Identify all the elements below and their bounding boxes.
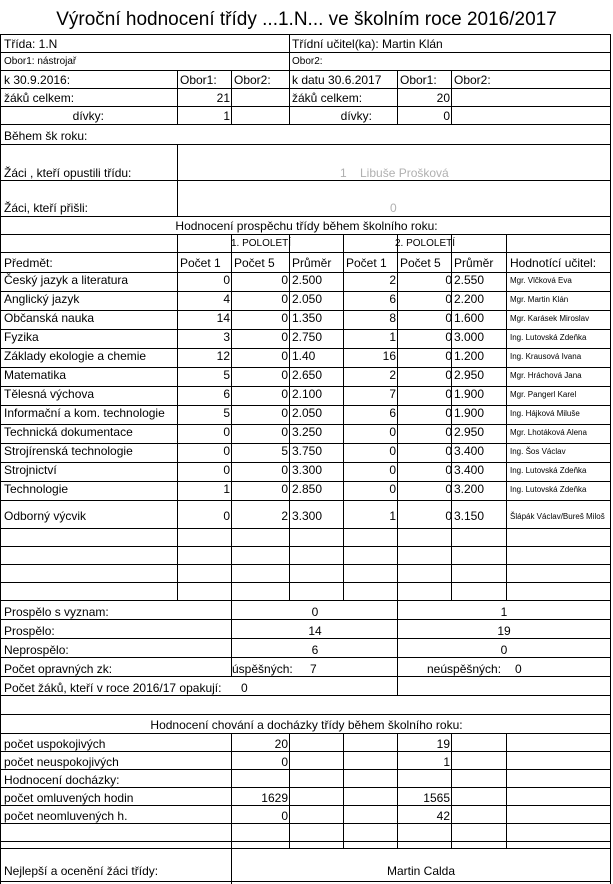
count5-semester2: 0 [445, 368, 452, 382]
average-semester2: 1.600 [454, 311, 485, 325]
count5-semester1: 0 [281, 482, 288, 496]
grid-line [0, 582, 610, 583]
count1-semester1: 0 [223, 425, 230, 439]
count5-semester2: 0 [445, 509, 452, 523]
students-total-label-right: žáků celkem: [292, 91, 363, 105]
count1-semester1: 3 [223, 330, 230, 344]
retake-exams-label: Počet opravných zk: [4, 662, 113, 676]
subject-name: Technologie [4, 482, 69, 496]
evaluating-teacher: Mgr. Pangerl Karel [510, 390, 577, 399]
grid-line [0, 70, 610, 71]
grid-line [343, 234, 344, 600]
grid-line [0, 424, 610, 425]
grid-line [0, 106, 610, 107]
col-count5-b: Počet 5 [400, 256, 441, 270]
average-semester1: 2.650 [292, 368, 323, 382]
grid-line [343, 733, 344, 848]
count5-semester1: 0 [281, 349, 288, 363]
count1-semester1: 12 [216, 349, 230, 363]
behavior-semester2: 1 [443, 755, 450, 769]
count5-semester2: 0 [445, 311, 452, 325]
obor2-label-right: Obor2: [454, 73, 491, 87]
students-total-label-left: žáků celkem: [4, 91, 75, 105]
behavior-semester2: 19 [436, 737, 450, 751]
grid-line [506, 234, 507, 600]
grid-line [0, 841, 610, 842]
grid-line [0, 144, 610, 145]
evaluating-teacher: Ing. Lutovská Zdeňka [510, 466, 587, 475]
behavior-semester1: 0 [281, 809, 288, 823]
grid-line [0, 751, 610, 752]
grades-section-title: Hodnocení prospěchu třídy během školního roku: [175, 219, 438, 233]
obor1-label-right: Obor1: [400, 73, 437, 87]
grid-line [0, 481, 610, 482]
grid-line [177, 144, 178, 216]
grid-line [0, 546, 610, 547]
grid-line [0, 787, 610, 788]
evaluating-teacher: Mgr. Karásek Miroslav [510, 314, 590, 323]
count1-semester1: 5 [223, 406, 230, 420]
behavior-label: počet uspokojivých [4, 737, 106, 751]
count1-semester1: 0 [223, 444, 230, 458]
girls-label-right: dívky: [340, 109, 372, 123]
grid-line [610, 34, 611, 884]
evaluating-teacher: Ing. Krausová Ivana [510, 352, 582, 361]
average-semester1: 2.750 [292, 330, 323, 344]
subject-name: Informační a kom. technologie [4, 406, 165, 420]
best-students-label: Nejlepší a ocenění žáci třídy: [4, 864, 159, 878]
obor1-left: Obor1: nástrojař [4, 56, 77, 67]
col-count1-a: Počet 1 [180, 256, 221, 270]
subject-name: Strojírenská technologie [4, 444, 133, 458]
grid-line [0, 34, 1, 884]
failed-1: 6 [311, 643, 319, 657]
evaluating-teacher: Ing. Lutovská Zdeňka [510, 485, 587, 494]
average-semester1: 2.050 [292, 292, 323, 306]
count5-semester1: 0 [281, 406, 288, 420]
count1-semester1: 5 [223, 368, 230, 382]
grid-line [231, 600, 232, 676]
grid-line [289, 34, 290, 124]
grid-line [0, 500, 610, 501]
girls-right: 0 [443, 109, 450, 123]
grid-line [0, 528, 610, 529]
grid-line [0, 329, 610, 330]
grid-line [0, 769, 610, 770]
evaluating-teacher: Šlápák Václav/Bureš Miloš [510, 512, 605, 521]
count1-semester1: 1 [223, 482, 230, 496]
during-label: Během šk roku: [4, 129, 88, 143]
count1-semester2: 0 [389, 463, 396, 477]
grid-line [0, 848, 610, 849]
average-semester1: 1.350 [292, 311, 323, 325]
count5-semester2: 0 [445, 482, 452, 496]
grid-line [451, 234, 452, 600]
count1-semester2: 6 [389, 406, 396, 420]
failed-label: Neprospělo: [4, 643, 69, 657]
average-semester1: 3.750 [292, 444, 323, 458]
subject-name: Technická dokumentace [4, 425, 133, 439]
behavior-semester1: 0 [281, 755, 288, 769]
grid-line [451, 733, 452, 848]
count1-semester2: 0 [389, 482, 396, 496]
count5-semester2: 0 [445, 349, 452, 363]
average-semester2: 3.200 [454, 482, 485, 496]
date-left: k 30.9.2016: [4, 73, 71, 87]
obor2-label-left: Obor2: [234, 73, 271, 87]
col-count5-a: Počet 5 [234, 256, 275, 270]
grid-line [289, 234, 290, 600]
behavior-label: počet omluvených hodin [4, 791, 134, 805]
behavior-label: počet neomluvených h. [4, 809, 128, 823]
left-students-label: Žáci , kteří opustili třídu: [4, 166, 132, 180]
col-count1-b: Počet 1 [346, 256, 387, 270]
grid-line [0, 124, 610, 125]
subject-name: Tělesná výchova [4, 387, 95, 401]
count1-semester2: 0 [389, 444, 396, 458]
grid-line [0, 348, 610, 349]
left-students-number: 1 [340, 166, 347, 180]
passed-1: 14 [308, 624, 322, 638]
unsuccessful-value: 0 [515, 662, 522, 676]
passed-distinction-1: 0 [311, 605, 319, 619]
average-semester1: 2.050 [292, 406, 323, 420]
grid-line [231, 733, 232, 848]
evaluating-teacher: Mgr. Vlčková Eva [510, 276, 572, 285]
average-semester1: 3.300 [292, 463, 323, 477]
count5-semester2: 0 [445, 425, 452, 439]
count5-semester2: 0 [445, 292, 452, 306]
grid-line [0, 600, 610, 601]
subject-name: Fyzika [4, 330, 39, 344]
evaluating-teacher: Mgr. Lhotáková Alena [510, 428, 587, 437]
col-average-b: Průměr [454, 256, 494, 270]
evaluating-teacher: Mgr. Martin Klán [510, 295, 569, 304]
average-semester2: 1.900 [454, 387, 485, 401]
grid-line [397, 733, 398, 848]
col-subject: Předmět: [4, 256, 53, 270]
grid-line [0, 462, 610, 463]
subject-name: Odborný výcvik [4, 509, 87, 523]
count5-semester2: 0 [445, 273, 452, 287]
grid-line [397, 70, 398, 124]
behavior-section-title: Hodnocení chování a docházky třídy během školního roku: [150, 718, 463, 732]
grid-line [0, 34, 610, 35]
count5-semester1: 0 [281, 311, 288, 325]
girls-left: 1 [223, 109, 230, 123]
count1-semester2: 7 [389, 387, 396, 401]
successful-value: 7 [310, 662, 317, 676]
subject-name: Strojnictví [4, 463, 57, 477]
passed-label: Prospělo: [4, 624, 55, 638]
average-semester1: 3.300 [292, 509, 323, 523]
count1-semester2: 2 [389, 368, 396, 382]
repeating-value: 0 [241, 681, 248, 695]
evaluating-teacher: Mgr. Hráchová Jana [510, 371, 582, 380]
count5-semester2: 0 [445, 387, 452, 401]
count5-semester1: 0 [281, 463, 288, 477]
count5-semester1: 0 [281, 273, 288, 287]
grid-line [0, 310, 610, 311]
grid-line [231, 234, 232, 600]
count1-semester1: 6 [223, 387, 230, 401]
successful-label: úspěšných: [232, 662, 293, 676]
count1-semester2: 1 [389, 509, 396, 523]
count5-semester2: 0 [445, 463, 452, 477]
grid-line [0, 805, 610, 806]
count5-semester1: 0 [281, 425, 288, 439]
average-semester2: 2.550 [454, 273, 485, 287]
average-semester1: 2.850 [292, 482, 323, 496]
page-title: Výroční hodnocení třídy ...1.N... ve školním roce 2016/2017 [56, 9, 557, 30]
best-students-name: Martin Calda [386, 864, 456, 878]
count1-semester1: 0 [223, 463, 230, 477]
grid-line [177, 252, 506, 253]
students-total-left: 21 [216, 91, 230, 105]
behavior-semester1: 1629 [261, 791, 288, 805]
behavior-semester1: 20 [274, 737, 288, 751]
grid-line [0, 619, 610, 620]
count5-semester2: 0 [445, 444, 452, 458]
count1-semester1: 14 [216, 311, 230, 325]
grid-line [0, 638, 610, 639]
average-semester1: 2.100 [292, 387, 323, 401]
unsuccessful-label: neúspěšných: [427, 662, 502, 676]
evaluating-teacher: Ing. Lutovská Zdeňka [510, 333, 587, 342]
arrived-students-value: 0 [390, 201, 397, 215]
semester1-label: 1. POLOLETÍ [230, 238, 292, 249]
passed-distinction-2: 1 [500, 605, 508, 619]
left-students-name: Libuše Prošková [360, 166, 449, 180]
obor2-right: Obor2: [292, 56, 323, 67]
class-teacher: Třídní učitel(ka): Martin Klán [292, 37, 443, 51]
grid-line [0, 272, 610, 273]
grid-line [506, 733, 507, 848]
count5-semester1: 0 [281, 387, 288, 401]
average-semester2: 1.200 [454, 349, 485, 363]
grid-line [451, 70, 452, 124]
count1-semester1: 4 [223, 292, 230, 306]
students-total-right: 20 [436, 91, 450, 105]
count1-semester2: 2 [389, 273, 396, 287]
repeating-label: Počet žáků, kteří v roce 2016/17 opakují: [4, 681, 222, 695]
count1-semester2: 8 [389, 311, 396, 325]
subject-name: Matematika [4, 368, 67, 382]
arrived-students-label: Žáci, kteří přišli: [4, 201, 89, 215]
passed-distinction-label: Prospělo s vyznam: [4, 605, 109, 619]
average-semester2: 3.400 [454, 463, 485, 477]
grid-line [0, 676, 610, 677]
average-semester2: 2.950 [454, 425, 485, 439]
grid-line [0, 405, 610, 406]
grid-line [0, 881, 610, 882]
passed-2: 19 [497, 624, 511, 638]
col-teacher: Hodnotící učitel: [510, 256, 597, 270]
count5-semester1: 5 [281, 444, 288, 458]
subject-name: Anglický jazyk [4, 292, 80, 306]
count5-semester2: 0 [445, 406, 452, 420]
grid-line [0, 714, 610, 715]
count1-semester2: 6 [389, 292, 396, 306]
grid-line [0, 695, 610, 696]
class-label: Třída: 1.N [4, 37, 58, 51]
count1-semester2: 16 [382, 349, 396, 363]
grid-line [0, 88, 610, 89]
behavior-label: počet neuspokojivých [4, 755, 119, 769]
average-semester1: 1.40 [292, 349, 316, 363]
grid-line [0, 823, 610, 824]
grid-line [0, 657, 610, 658]
behavior-semester2: 42 [436, 809, 450, 823]
average-semester2: 3.150 [454, 509, 485, 523]
count1-semester1: 0 [223, 273, 230, 287]
grid-line [397, 676, 398, 695]
grid-line [177, 70, 178, 124]
grid-line [231, 848, 232, 884]
grid-line [397, 600, 398, 676]
grid-line [289, 733, 290, 848]
average-semester2: 3.000 [454, 330, 485, 344]
grid-line [0, 367, 610, 368]
grid-line [0, 386, 610, 387]
col-average-a: Průměr [292, 256, 332, 270]
obor1-label-left: Obor1: [180, 73, 217, 87]
grid-line [231, 70, 232, 124]
date-right: k datu 30.6.2017 [292, 73, 382, 87]
average-semester2: 1.900 [454, 406, 485, 420]
average-semester1: 2.500 [292, 273, 323, 287]
count5-semester1: 0 [281, 368, 288, 382]
count1-semester2: 0 [389, 425, 396, 439]
grid-line [0, 733, 610, 734]
grid-line [177, 234, 178, 600]
behavior-semester2: 1565 [423, 791, 450, 805]
average-semester1: 3.250 [292, 425, 323, 439]
grid-line [0, 443, 610, 444]
subject-name: Český jazyk a literatura [4, 273, 129, 287]
count5-semester1: 0 [281, 330, 288, 344]
grid-line [0, 52, 610, 53]
grid-line [0, 216, 610, 217]
count1-semester2: 1 [389, 330, 396, 344]
grid-line [0, 180, 610, 181]
semester2-label: 2. POLOLETÍ [394, 238, 456, 249]
behavior-label: Hodnocení docházky: [4, 773, 120, 787]
girls-label-left: dívky: [72, 109, 104, 123]
grid-line [397, 234, 398, 600]
grid-line [0, 564, 610, 565]
count1-semester1: 0 [223, 509, 230, 523]
subject-name: Občanská nauka [4, 311, 95, 325]
grid-line [0, 291, 610, 292]
count5-semester2: 0 [445, 330, 452, 344]
count5-semester1: 2 [281, 509, 288, 523]
evaluating-teacher: Ing. Hájková Miluše [510, 409, 580, 418]
grid-line [0, 234, 610, 235]
average-semester2: 2.200 [454, 292, 485, 306]
count5-semester1: 0 [281, 292, 288, 306]
subject-name: Základy ekologie a chemie [4, 349, 147, 363]
failed-2: 0 [500, 643, 508, 657]
average-semester2: 3.400 [454, 444, 485, 458]
evaluating-teacher: Ing. Šos Václav [510, 447, 566, 456]
average-semester2: 2.950 [454, 368, 485, 382]
